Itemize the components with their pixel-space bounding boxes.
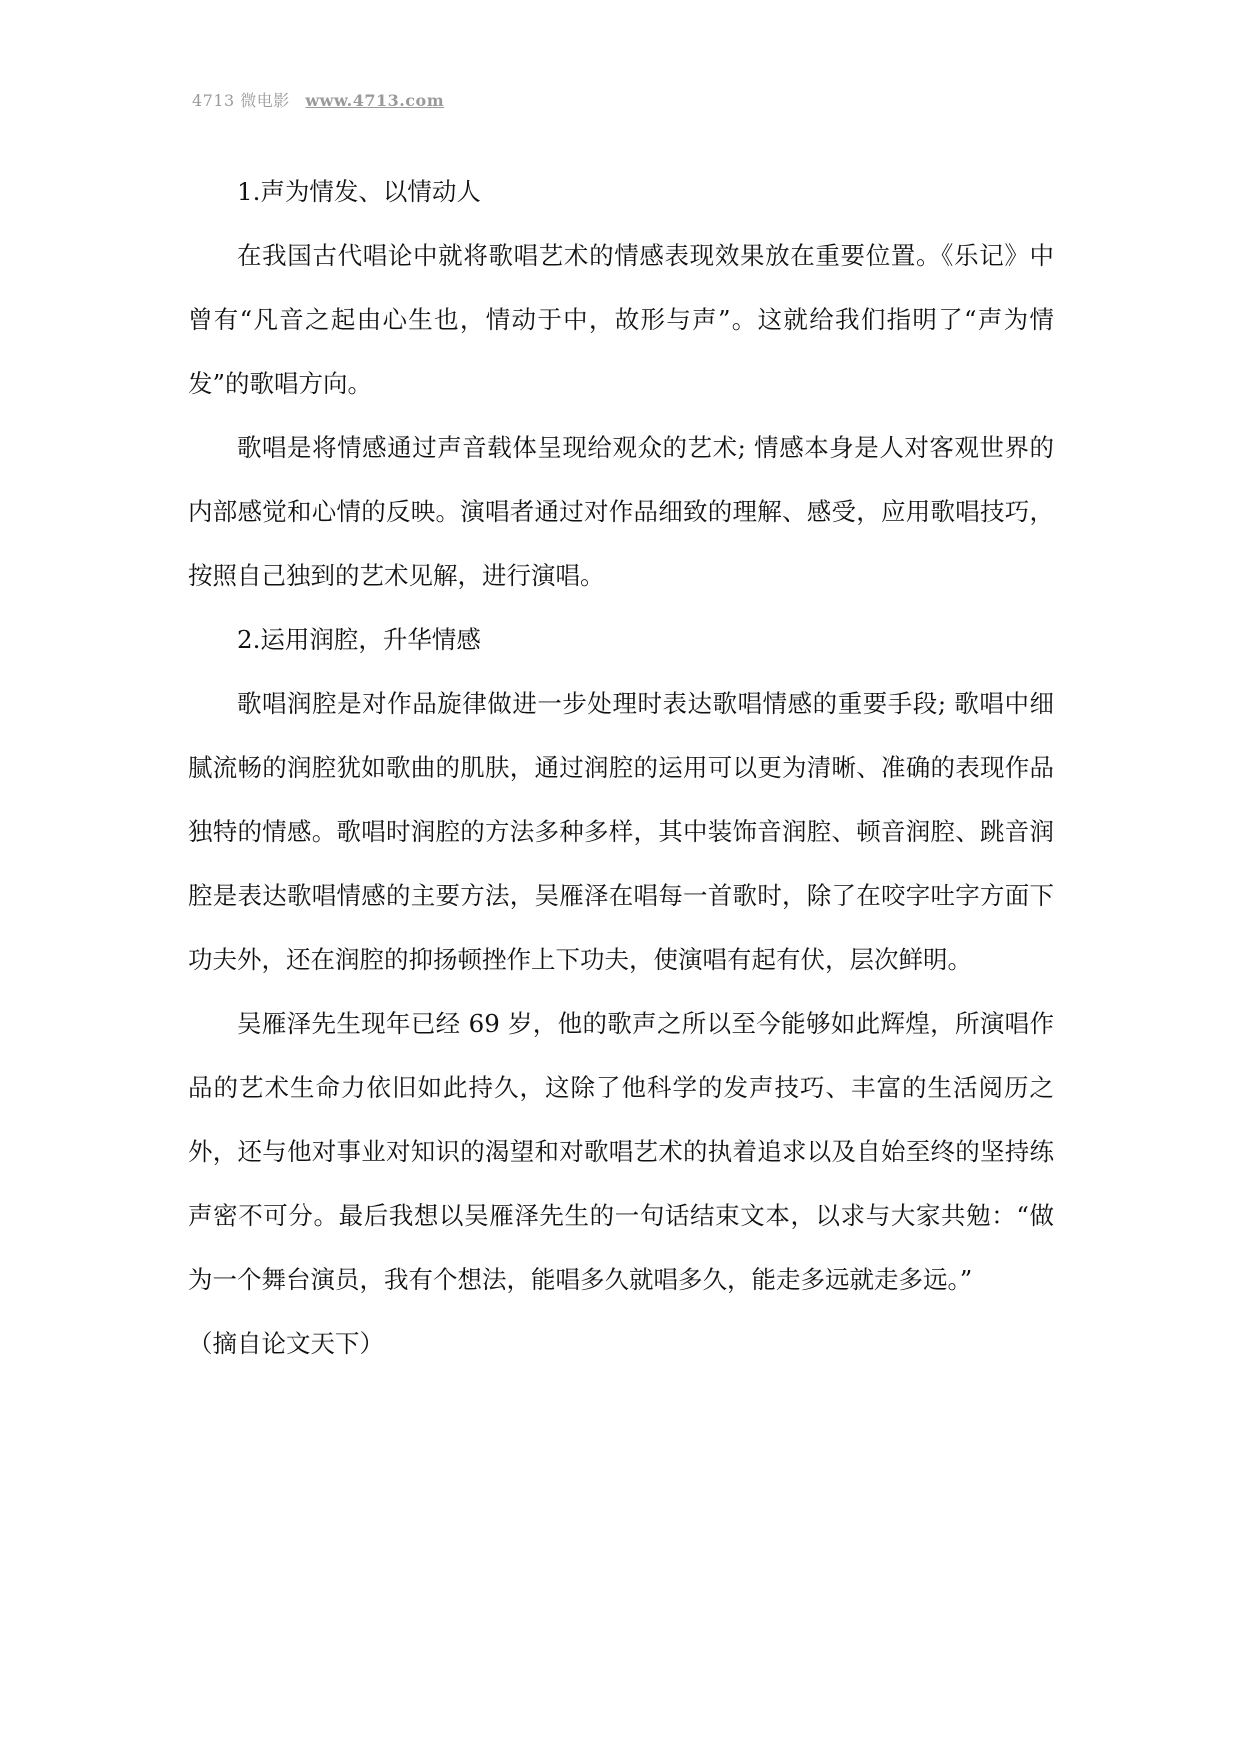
site-url-link[interactable]: www.4713.com [305, 91, 445, 110]
section-heading-1: 1.声为情发、以情动人 [237, 177, 481, 206]
site-name: 4713 微电影 [192, 91, 290, 110]
page-header [192, 88, 444, 111]
paragraph-4: 吴雁泽先生现年已经 69 岁，他的歌声之所以至今能够如此辉煌，所演唱作品的艺术生命力依旧如此持久，这除了他科学的发声技巧、丰富的生活阅历之外，还与他对事业对知识的渴望和对歌唱艺术的执着追求以及自始至终的坚持练声密不可分。最后我想以吴雁泽先生的一句话结束文本，以求与大家共勉：“做为一个舞台演员，我有个想法，能唱多久就唱多久，能走多远就走多远。” [188, 1009, 1054, 1294]
section-heading-2: 2.运用润腔，升华情感 [237, 625, 481, 654]
paragraph-1: 在我国古代唱论中就将歌唱艺术的情感表现效果放在重要位置。《乐记》中曾有“凡音之起由心生也，情动于中，故形与声”。这就给我们指明了“声为情发”的歌唱方向。 [188, 241, 1054, 398]
article-body [188, 160, 1054, 1376]
paragraph-2: 歌唱是将情感通过声音载体呈现给观众的艺术; 情感本身是人对客观世界的内部感觉和心情的反映。演唱者通过对作品细致的理解、感受，应用歌唱技巧，按照自己独到的艺术见解，进行演唱。 [188, 433, 1054, 590]
paragraph-3: 歌唱润腔是对作品旋律做进一步处理时表达歌唱情感的重要手段; 歌唱中细腻流畅的润腔犹如歌曲的肌肤，通过润腔的运用可以更为清晰、准确的表现作品独特的情感。歌唱时润腔的方法多种多样，其中装饰音润腔、顿音润腔、跳音润腔是表达歌唱情感的主要方法，吴雁泽在唱每一首歌时，除了在咬字吐字方面下功夫外，还在润腔的抑扬顿挫作上下功夫，使演唱有起有伏，层次鲜明。 [188, 689, 1054, 974]
source-note: （摘自论文天下） [188, 1329, 384, 1358]
